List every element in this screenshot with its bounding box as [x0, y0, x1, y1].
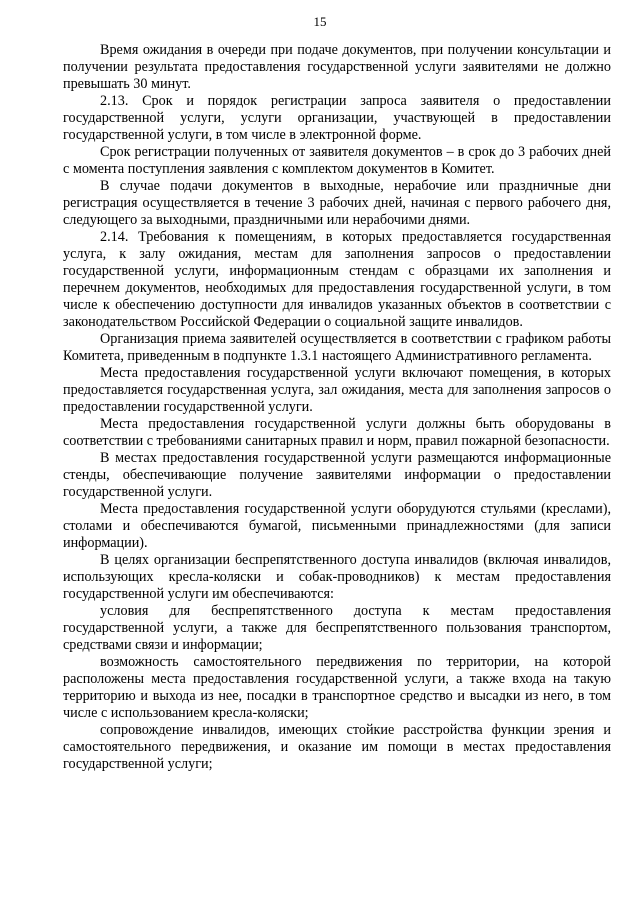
paragraph-sanitary-requirements: Места предоставления государственной услуги должны быть оборудованы в соответствии с требованиями санитарных правил и норм, правил пожарной безопасности.: [63, 416, 611, 449]
paragraph-premises: Места предоставления государственной услуги включают помещения, в которых предоставляется государственная услуга, зал ожидания, места для заполнения запросов о предоставлении государственной услуги.: [63, 365, 611, 415]
list-item-independent-movement: возможность самостоятельного передвижения по территории, на которой расположены места предоставления государственной услуги, а также входа на такую территорию и выхода из нее, посадки в транспортное средство и высадки из него, в том числе с использованием кресла-коляски;: [63, 654, 611, 721]
paragraph-section-2-13: 2.13. Срок и порядок регистрации запроса заявителя о предоставлении государственной услуги, услуги организации, участвующей в предоставлении государственной услуги, в том числе в электронной форме.: [63, 93, 611, 143]
paragraph-registration-term: Срок регистрации полученных от заявителя документов – в срок до 3 рабочих дней с момента поступления заявления с комплектом документов в Комитет.: [63, 144, 611, 177]
list-item-escort-assistance: сопровождение инвалидов, имеющих стойкие расстройства функции зрения и самостоятельного передвижения, и оказание им помощи в местах предоставления государственной услуги;: [63, 722, 611, 772]
document-body: [63, 42, 611, 773]
paragraph-info-stands: В местах предоставления государственной услуги размещаются информационные стенды, обеспечивающие получение заявителями информации о предоставлении государственной услуги.: [63, 450, 611, 500]
list-item-access-conditions: условия для беспрепятственного доступа к местам предоставления государственной услуги, а также для беспрепятственного пользования транспортом, средствами связи и информации;: [63, 603, 611, 653]
paragraph-section-2-14: 2.14. Требования к помещениям, в которых предоставляется государственная услуга, к залу ожидания, местам для заполнения запросов о предоставлении государственной услуги, информационным стендам с образцами их заполнения и перечнем документов, необходимых для предоставления государственной услуги, в том числе к обеспечению доступности для инвалидов указанных объектов в соответствии с законодательством Российской Федерации о социальной защите инвалидов.: [63, 229, 611, 330]
paragraph-waiting-time: Время ожидания в очереди при подаче документов, при получении консультации и получении результата предоставления государственной услуги заявителями не должно превышать 30 минут.: [63, 42, 611, 92]
paragraph-holiday-registration: В случае подачи документов в выходные, нерабочие или праздничные дни регистрация осуществляется в течение 3 рабочих дней, начиная с первого рабочего дня, следующего за выходными, праздничными или нерабочими днями.: [63, 178, 611, 228]
page-number: 15: [313, 14, 327, 29]
paragraph-disabled-access: В целях организации беспрепятственного доступа инвалидов (включая инвалидов, использующих кресла-коляски и собак-проводников) к местам предоставления государственной услуги им обеспечиваются:: [63, 552, 611, 602]
paragraph-furniture: Места предоставления государственной услуги оборудуются стульями (креслами), столами и обеспечиваются бумагой, письменными принадлежностями (для записи информации).: [63, 501, 611, 551]
paragraph-reception-schedule: Организация приема заявителей осуществляется в соответствии с графиком работы Комитета, приведенным в подпункте 1.3.1 настоящего Административного регламента.: [63, 331, 611, 364]
